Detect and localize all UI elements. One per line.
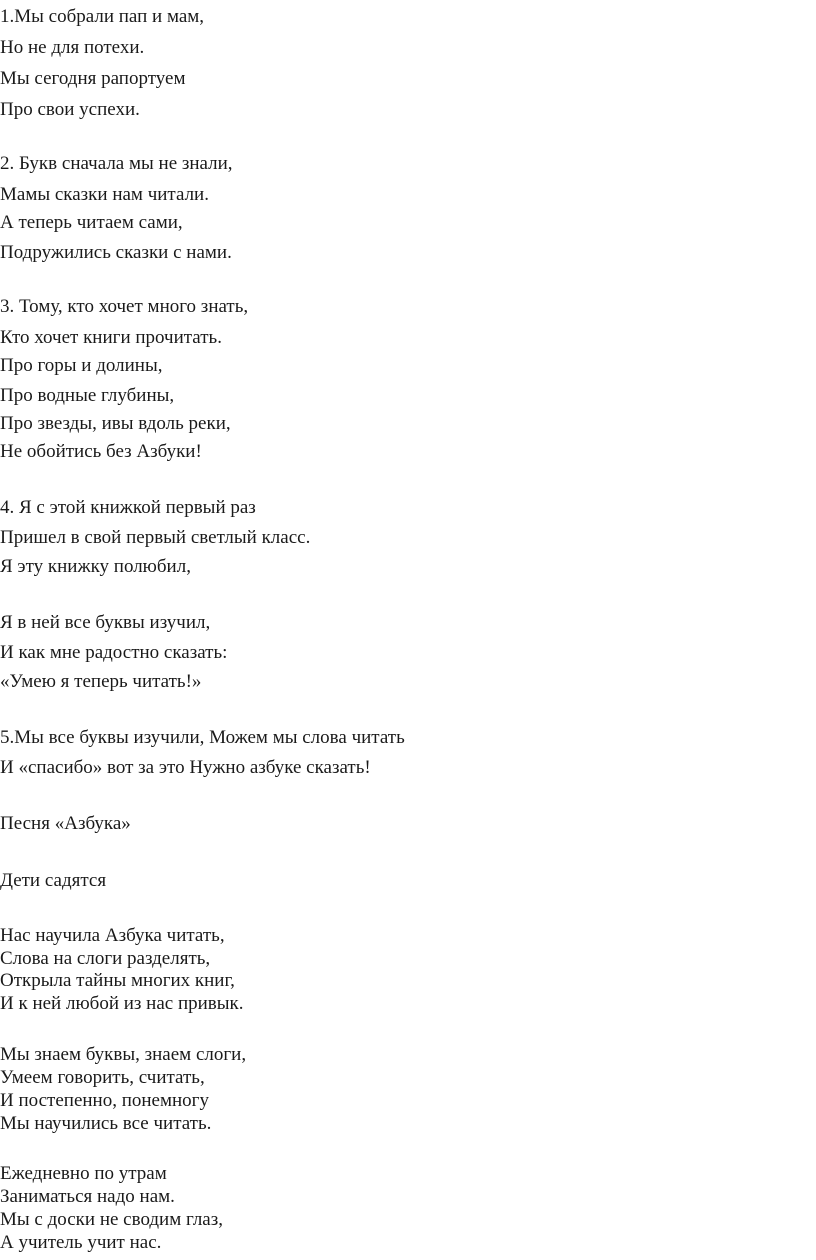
verse-1-line-2: Но не для потехи. — [0, 37, 145, 58]
verse-5-line-2: И «спасибо» вот за это Нужно азбуке сказать! — [0, 757, 371, 778]
verse-1-line-1: 1.Мы собрали пап и мам, — [0, 6, 205, 27]
song-verse-3-line-2: Заниматься надо нам. — [0, 1186, 175, 1207]
verse-4b-line-2: И как мне радостно сказать: — [0, 642, 228, 663]
verse-3-line-1: 3. Тому, кто хочет много знать, — [0, 296, 249, 317]
verse-3-line-5: Про звезды, ивы вдоль реки, — [0, 413, 231, 434]
song-verse-2-line-4: Мы научились все читать. — [0, 1113, 212, 1134]
verse-1-line-3: Мы сегодня рапортуем — [0, 68, 186, 89]
verse-2-line-4: Подружились сказки с нами. — [0, 242, 232, 263]
song-verse-3-line-4: А учитель учит нас. — [0, 1232, 162, 1253]
verse-3-line-4: Про водные глубины, — [0, 385, 175, 406]
song-title: Песня «Азбука» — [0, 813, 131, 834]
stage-direction: Дети садятся — [0, 870, 107, 891]
song-verse-1-line-4: И к ней любой из нас привык. — [0, 993, 244, 1014]
verse-4b-line-3: «Умею я теперь читать!» — [0, 671, 202, 692]
verse-2-line-3: А теперь читаем сами, — [0, 212, 183, 233]
song-verse-3-line-1: Ежедневно по утрам — [0, 1163, 167, 1184]
verse-4-line-2: Пришел в свой первый светлый класс. — [0, 527, 311, 548]
verse-5-line-1: 5.Мы все буквы изучили, Можем мы слова читать — [0, 727, 405, 748]
song-verse-2-line-3: И постепенно, понемногу — [0, 1090, 209, 1111]
song-verse-1-line-1: Нас научила Азбука читать, — [0, 925, 225, 946]
verse-3-line-6: Не обойтись без Азбуки! — [0, 441, 202, 462]
verse-2-line-1: 2. Букв сначала мы не знали, — [0, 153, 233, 174]
verse-4-line-1: 4. Я с этой книжкой первый раз — [0, 497, 256, 518]
song-verse-2-line-1: Мы знаем буквы, знаем слоги, — [0, 1044, 247, 1065]
verse-2-line-2: Мамы сказки нам читали. — [0, 184, 209, 205]
verse-4-line-3: Я эту книжку полюбил, — [0, 556, 191, 577]
song-verse-2-line-2: Умеем говорить, считать, — [0, 1067, 205, 1088]
verse-3-line-3: Про горы и долины, — [0, 355, 163, 376]
verse-4b-line-1: Я в ней все буквы изучил, — [0, 612, 211, 633]
verse-3-line-2: Кто хочет книги прочитать. — [0, 327, 222, 348]
song-verse-1-line-3: Открыла тайны многих книг, — [0, 970, 235, 991]
song-verse-1-line-2: Слова на слоги разделять, — [0, 948, 211, 969]
verse-1-line-4: Про свои успехи. — [0, 99, 140, 120]
song-verse-3-line-3: Мы с доски не сводим глаз, — [0, 1209, 223, 1230]
